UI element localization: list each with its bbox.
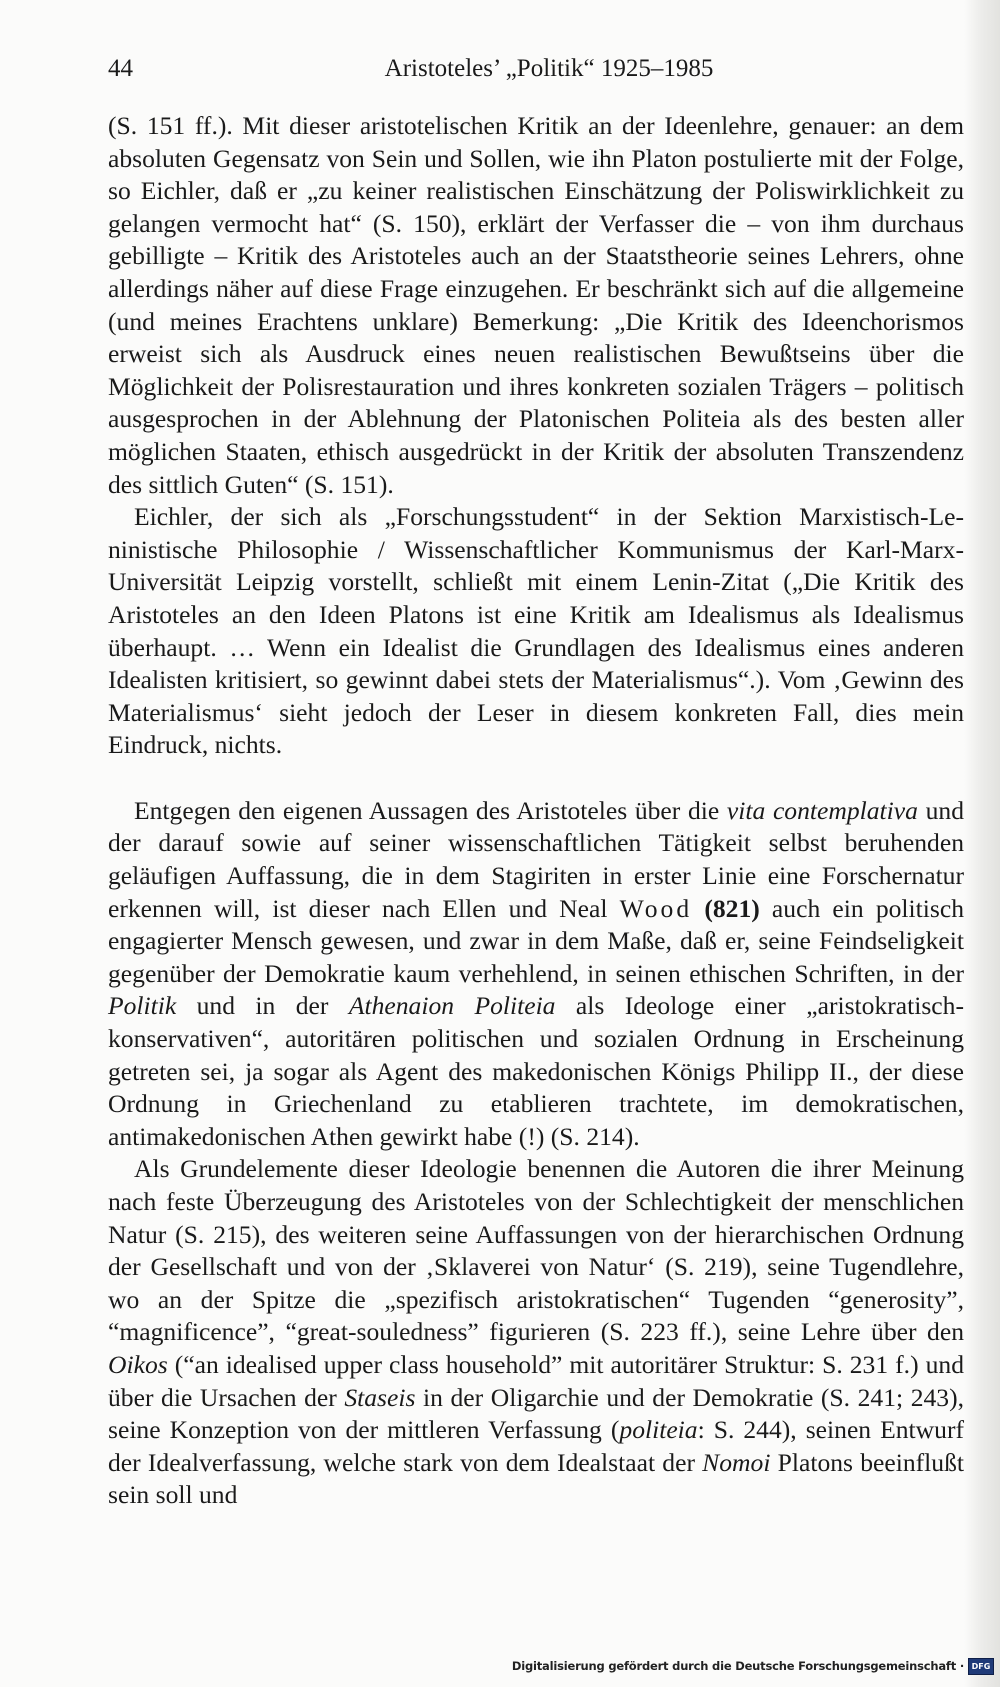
page-gutter-shadow <box>964 0 1000 1687</box>
text-run-normal: (S. 151 ff.). Mit dieser aristotelischen Kritik an der Ideenlehre, genauer: an dem absoluten Gegensatz von Sein und Sollen, wie ihn Platon postulierte mit der Folge, so Eichler, daß er „zu keiner realistischen Einschätzung der Poliswirklichkeit zu gelangen vermocht hat“ (S. 150), erklärt der Verfasser die – von ihm durchaus gebilligte – Kritik des Aristoteles auch an der Staatstheorie seines Lehrers, ohne allerdings näher auf diese Frage einzugehen. Er beschränkt sich auf die allgemeine (und meines Erachtens unklare) Bemerkung: „Die Kritik des Ideenchorismos erweist sich als Ausdruck eines neuen realistischen Bewußtseins über die Möglichkeit der Polisrestauration und ihres konkreten sozialen Trägers – politisch ausgesprochen in der Ablehnung der Platonischen Politeia als des besten aller möglichen Staaten, ethisch ausgedrückt in der Kritik der absoluten Transzendenz des sittlich Guten“ (S. 151). <box>108 111 964 499</box>
text-run-normal: : S. 244), seinen Entwurf der Idealverfassung, welche stark von dem Idealstaat der <box>108 1415 964 1477</box>
text-run-italic: vita contemplativa <box>726 795 918 825</box>
running-head <box>108 52 964 86</box>
digitization-footer <box>512 1657 994 1675</box>
text-run-normal: in der Oligarchie und der Demokratie (S. 241; 243), seine Konzeption von der mittleren Verfassung ( <box>108 1382 965 1445</box>
body-text <box>108 110 964 1512</box>
text-run-italic: politeia <box>619 1415 698 1445</box>
paragraph <box>108 501 964 762</box>
text-run-italic: Athenaion Politeia <box>348 991 556 1021</box>
text-run-normal: Platons beeinflußt sein soll und <box>108 1447 964 1510</box>
text-run-normal: Entgegen den eigenen Aussagen des Aristoteles über die <box>134 795 727 825</box>
running-title: Aristoteles’ „Politik“ 1925–1985 <box>384 55 714 82</box>
text-run-normal: als Ideologe einer „aristokratisch-konservativen“, autoritären politischen und sozialen Ordnung in Erscheinung getreten sei, ja sogar als Agent des makedonischen Königs Philipp II., der diese Ordnung in Griechenland zu etablieren trachtete, im demokratischen, antimakedonischen Athen gewirkt habe (!) (S. 214). <box>108 991 964 1151</box>
digitization-credit: Digitalisierung gefördert durch die Deutsche Forschungsgemeinschaft · <box>511 1659 964 1673</box>
paragraph <box>108 110 964 501</box>
paragraph <box>108 1153 964 1512</box>
text-run-normal: (“an idealised upper class household” mit autoritärer Struktur: S. 231 f.) und über die Ursachen der <box>108 1349 964 1412</box>
paragraph <box>108 795 964 1154</box>
text-run-normal: Als Grundelemente dieser Ideologie benennen die Autoren die ihrer Meinung nach feste Überzeugung des Aristoteles von der Schlechtigkeit der menschlichen Natur (S. 215), des weiteren seine Auffassungen von der hierarchischen Ordnung der Gesellschaft und von der ‚Sklaverei von Natur‘ (S. 219), seine Tugendlehre, wo an der Spitze die „spezifisch aristokratischen“ Tugenden “generosity”, “magnificence”, “great-souledness” figurieren (S. 223 ff.), seine Lehre über den <box>108 1154 964 1347</box>
dfg-logo: DFG <box>968 1658 994 1675</box>
text-run-bold: (821) <box>704 893 760 923</box>
text-run-normal: und der darauf sowie auf seiner wissenschaftlichen Tätigkeit selbst beruhenden geläufigen Auffassung, die in dem Stagiriten in erster Linie eine Forschernatur erkennen will, ist dieser nach Ellen und Neal <box>108 795 964 923</box>
text-run-normal: auch ein politisch engagierter Mensch gewesen, und zwar in dem Maße, daß er, seine Feindseligkeit gegenüber der Demokratie kaum verhehlend, in seinen ethischen Schriften, in der <box>108 893 964 988</box>
text-run-spaced: Wood <box>619 893 693 923</box>
text-run-normal: und in der <box>176 991 349 1021</box>
text-run-normal <box>692 894 704 923</box>
text-run-italic: Staseis <box>344 1382 416 1412</box>
text-run-normal: Eichler, der sich als „Forschungsstudent“ in der Sektion Marxistisch-Leninistische Philosophie / Wissenschaftlicher Kommunismus der Karl-Marx-Universität Leipzig vorstellt, schließt mit einem Lenin-Zitat („Die Kritik des Aristoteles an den Ideen Platons ist eine Kritik am Idealismus als Idealismus überhaupt. … Wenn ein Idealist die Grundlagen des Idealismus eines anderen Idealisten kritisiert, so gewinnt dabei stets der Materialismus“.). Vom ‚Gewinn des Materialismus‘ sieht jedoch der Leser in diesem konkreten Fall, dies mein Eindruck, nichts. <box>108 502 964 760</box>
text-run-italic: Oikos <box>108 1349 168 1379</box>
text-run-italic: Nomoi <box>702 1447 771 1477</box>
text-run-italic: Politik <box>108 991 177 1021</box>
page-number: 44 <box>108 55 133 82</box>
